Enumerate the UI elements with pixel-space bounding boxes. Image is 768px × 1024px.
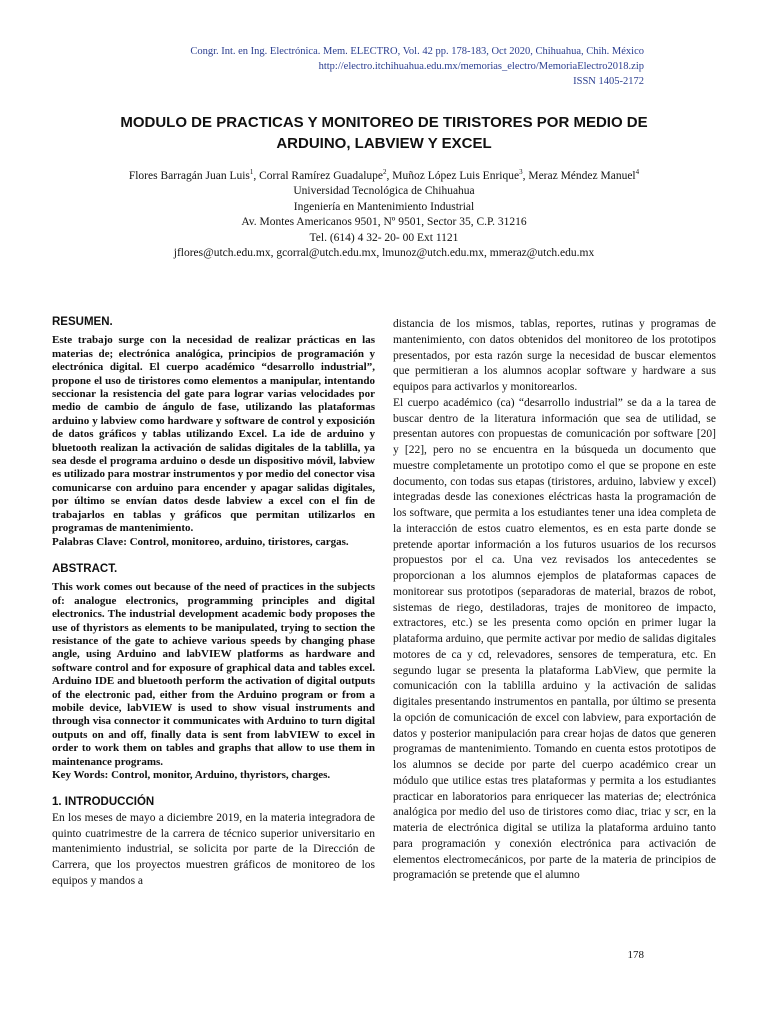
author-block — [100, 165, 668, 262]
author-2-affiliation: 2 — [383, 168, 387, 176]
emails[interactable]: jflores@utch.edu.mx, gcorral@utch.edu.mx, lmunoz@utch.edu.mx, mmeraz@utch.edu.mx — [173, 247, 595, 260]
author-4-affiliation: 4 — [635, 168, 640, 176]
journal-header — [190, 44, 644, 89]
intro-heading: 1. INTRODUCCIÓN — [52, 796, 155, 809]
phone: Tel. (614) 4 32- 20- 00 Ext 1121 — [309, 231, 459, 244]
author-names: Flores Barragán Juan Luis$^1$, Corral Ramírez Guadalupe$^2$, Muñoz López Luis Enrique$^3$, Meraz Méndez Manuel$^4$ — [128, 168, 640, 182]
abstract-text: This work comes out because of the need of practices in the subjects of: analogue electronics, programming principles and digital electronics. The industrial development academic body proposes the use of thyristors as elements to be manipulated, trying to section the resistance of the gate to achieve various speeds by changing phase angle, using Arduino and labVIEW platforms as hardware and software control and for exposure of graphical data and tables excel. Arduino IDE and bluetooth perform the activation of digital outputs of the electronic pad, either from the Arduino program or from a mobile device, labVIEW is used to show visual instruments and through visa connector it communicates with Arduino to turn digital outputs on and off, finally data is sent from labVIEW to excel in order to work them on tables and graphs that allow to use them in maintenance programs. — [52, 581, 375, 768]
resumen-text: Este trabajo surge con la necesidad de realizar prácticas en las materias de; electrónica analógica, principios de programación y electrónica digital. El cuerpo académico “desarrollo industrial”, propone el uso de tiristores como elementos a manipular, intentando seccionar la resistencia del gate para lograr varias velocidades por medio de cambio de ángulo de fase, utilizando las plataformas arduino y labview como hardware y software de control y exposición de datos gráficos y tablas utilizando Excel. La ide de arduino y bluetooth realizan la activación de salidas digitales de la tablilla, ya sea desde el programa arduino o desde un dispositivo móvil, labview es utilizado para mostrar instrumentos y por medio del conector visa comunicarse con arduino para encender y apagar salidas digitales, por último se envían datos desde labview a excel con el fin de trabajarlos en tablas y gráficos que permitan utilizarlos en programas de mantenimiento. — [52, 334, 375, 535]
author-3-affiliation: 3 — [519, 168, 523, 176]
abstract-heading: ABSTRACT. — [52, 562, 118, 575]
header-url[interactable]: http://electro.itchihuahua.edu.mx/memorias_electro/MemoriaElectro2018.zip — [318, 61, 644, 72]
right-column — [393, 317, 716, 884]
author-4: Meraz Méndez Manuel — [528, 169, 636, 182]
resumen-keywords: Palabras Clave: Control, monitoreo, arduino, tiristores, cargas. — [52, 535, 349, 548]
address: Av. Montes Americanos 9501, Nº 9501, Sector 35, C.P. 31216 — [241, 216, 527, 229]
header-issn: ISSN 1405-2172 — [573, 76, 644, 87]
right-paragraph-1: distancia de los mismos, tablas, reportes, rutinas y programas de mantenimiento, con datos obtenidos del monitoreo de los prototipos presentados, por esta razón surge la necesidad de buscar elementos que permitieran a los alumnos acoplar software y hardware a sus equipos para activarlos y monitorearlos. — [393, 318, 716, 393]
author-2: Corral Ramírez Guadalupe — [259, 169, 384, 182]
resumen-heading: RESUMEN. — [52, 316, 113, 328]
header-citation: Congr. Int. en Ing. Electrónica. Mem. ELECTRO, Vol. 42 pp. 178-183, Oct 2020, Chihuahua, Chih. México — [190, 46, 644, 57]
left-column — [52, 316, 375, 890]
intro-text: En los meses de mayo a diciembre 2019, en la materia integradora de quinto cuatrimestre de la carrera de técnico superior universitario en mantenimiento industrial, se solicita por parte de la Dirección de Carrera, que los proyectos muestren gráficos de monitoreo de los equipos y mandos a — [52, 811, 375, 887]
page-number: 178 — [627, 949, 644, 961]
author-3: Muñoz López Luis Enrique — [392, 169, 520, 182]
author-1-affiliation: 1 — [249, 168, 254, 176]
program: Ingeniería en Mantenimiento Industrial — [293, 200, 475, 213]
right-paragraph-2: El cuerpo académico (ca) “desarrollo industrial” se da a la tarea de buscar dentro de la literatura información que sea de utilidad, se presentan autores con propuestas de comunicación por software [20] y [22], pero no se encuentra en la búsqueda un documento que muestre completamente un prototipo como el que se propone en este documento, con todas sus etapas (tiristores, arduino, labview y excel) integradas desde las conexiones eléctricas hasta la programación de los software, que permita a los estudiantes tener una idea completa de la interacción de estos cuatro elementos, es en esta parte donde se pretende aportar información a los futuros usuarios de los recursos propuestos por el ca. Una vez revisados los antecedentes se proporcionan a los alumnos ejemplos de plataformas capaces de monitorear sus prototipos (separadoras de material, brazos de robot, sistemas de riego, destiladoras, trajes de monitoreo de impacto, extractores, etc.) se les presenta como opción en primer lugar la plataforma arduino, que permite activar por medio de salidas digitales motores de ca y cd, relevadores, sensores de temperatura, etc. En segundo lugar se presenta la plataforma LabView, que permite la comunicación con la tablilla arduino y la activación de salidas digitales presentando instrumentos en pantalla, por último se presenta la opción de comunicación de excel con labview, para exportación de datos y posterior manipulación para crear hojas de datos que generen programas de mantenimiento. Tomando en cuenta estos prototipos de los alumnos se decide por parte del cuerpo académico crear un módulo que utilice estas tres plataformas y permita a los estudiantes practicar en laboratorios para enriquecer las materias de; electrónica analógica por medio del uso de tiristores como diac, triac y scr, en la materia de electrónica digital se utiliza la plataforma arduino tanto para programación y conexión electrónica para activación de elementos electromecánicos, por parte de la materia de principios de programación se pretende que el alumno — [393, 396, 716, 882]
author-1: Flores Barragán Juan Luis — [128, 169, 250, 182]
paper-title: MODULO DE PRACTICAS Y MONITOREO DE TIRISTORES POR MEDIO DE ARDUINO, LABVIEW Y EXCEL — [120, 114, 648, 152]
abstract-keywords: Key Words: Control, monitor, Arduino, thyristors, charges. — [52, 769, 331, 781]
university: Universidad Tecnológica de Chihuahua — [293, 185, 475, 198]
